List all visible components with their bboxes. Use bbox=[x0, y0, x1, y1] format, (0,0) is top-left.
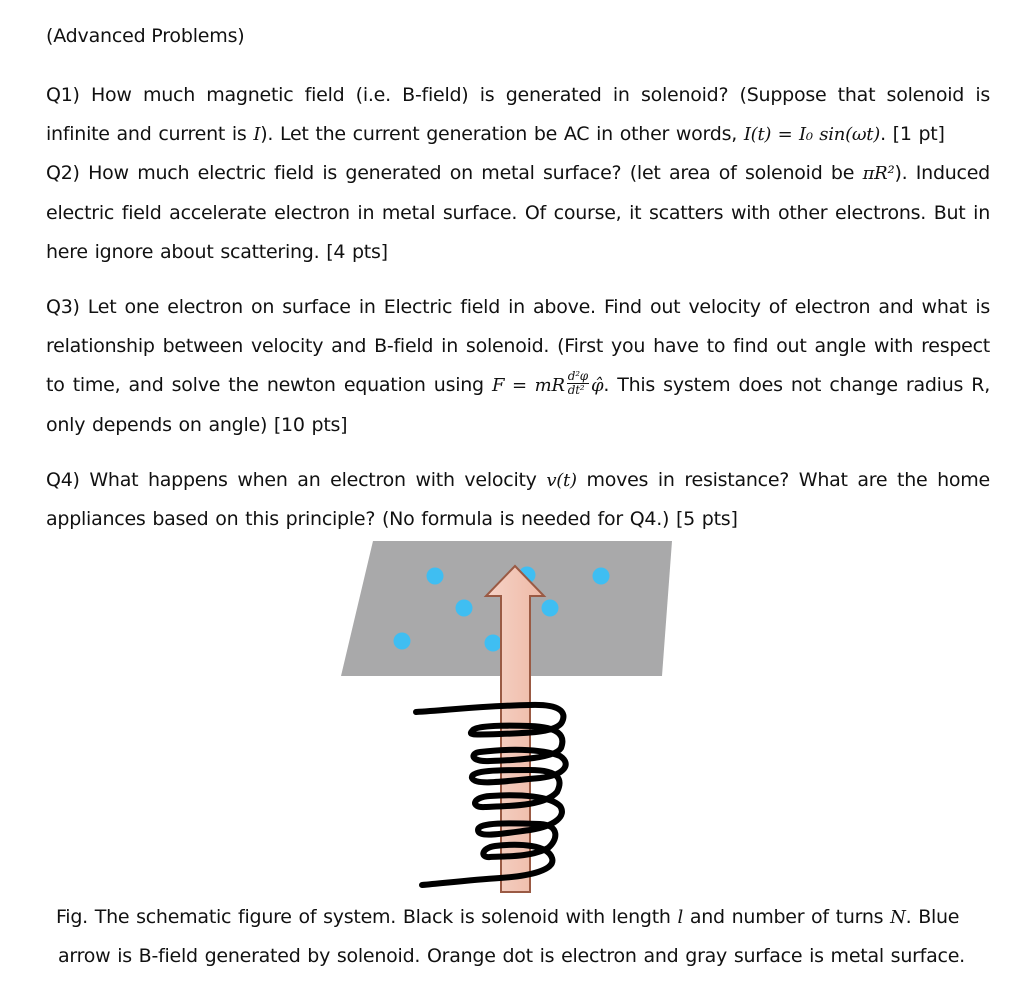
problem-sheet bbox=[46, 22, 990, 539]
q3-unit-vector: φ̂ bbox=[590, 375, 604, 397]
caption-text-c: . Blue bbox=[905, 906, 960, 928]
question-3 bbox=[46, 288, 990, 445]
electron-dot bbox=[394, 633, 411, 650]
q3-fraction-numerator: d²φ bbox=[567, 369, 588, 384]
q3-formula-fraction bbox=[567, 370, 589, 397]
q3-text-b: . This system does not change radius R, only depends on angle) [10 pts] bbox=[46, 374, 991, 436]
section-heading: (Advanced Problems) bbox=[46, 25, 245, 47]
caption-length-symbol: l bbox=[677, 907, 684, 928]
q1-text-b: ). Let the current generation be AC in other words, bbox=[260, 123, 744, 146]
electron-dot bbox=[542, 600, 559, 617]
metal-surface bbox=[341, 541, 672, 676]
q4-text-b: moves in resistance? What are the home appliances based on this principle? (No formula is needed for Q4.) [5 pts] bbox=[46, 468, 990, 531]
b-field-arrow bbox=[486, 566, 544, 892]
electron-dot bbox=[519, 567, 536, 584]
q2-text-a: Q2) How much electric field is generated on metal surface? (let area of solenoid be bbox=[46, 162, 863, 185]
caption-line-2: arrow is B-field generated by solenoid. Orange dot is electron and gray surface is metal surface. bbox=[58, 945, 965, 967]
question-1-and-2 bbox=[46, 76, 990, 272]
q1-current-formula: I(t) = I₀ sin(ωt) bbox=[743, 124, 881, 146]
q3-text-a: Q3) Let one electron on surface in Electric field in above. Find out velocity of electron and what is relationship between velocity and B-field in solenoid. (First you have to find out angle with respect to time, and solve the newton equation using bbox=[46, 296, 990, 397]
q4-velocity-symbol: v(t) bbox=[546, 469, 577, 491]
caption-text-a: Fig. The schematic figure of system. Black is solenoid with length bbox=[56, 906, 678, 928]
electron-dot bbox=[593, 568, 610, 585]
q4-text-a: Q4) What happens when an electron with velocity bbox=[46, 468, 547, 491]
q2-text-b: ). Induced electric field accelerate electron in metal surface. Of course, it scatters with other electrons. But in here ignore about scattering. [4 pts] bbox=[46, 162, 990, 263]
q3-formula-lhs: F = mR bbox=[491, 375, 565, 397]
q1-points: . [1 pt] bbox=[880, 123, 945, 146]
caption-text-b: and number of turns bbox=[683, 906, 891, 928]
figure-caption bbox=[56, 898, 980, 976]
solenoid-coil bbox=[416, 705, 566, 885]
electron-dot bbox=[427, 568, 444, 585]
caption-turns-symbol: N bbox=[890, 907, 906, 928]
q3-fraction-denominator: dt² bbox=[567, 383, 585, 398]
q1-text-a: Q1) How much magnetic field (i.e. B-field) is generated in solenoid? (Suppose that solenoid is infinite and current is bbox=[46, 84, 990, 146]
electron-dot bbox=[456, 600, 473, 617]
q2-area-formula: πR² bbox=[862, 163, 895, 185]
question-4 bbox=[46, 461, 990, 539]
q1-current-symbol: I bbox=[253, 124, 261, 146]
electron-dot bbox=[485, 635, 502, 652]
